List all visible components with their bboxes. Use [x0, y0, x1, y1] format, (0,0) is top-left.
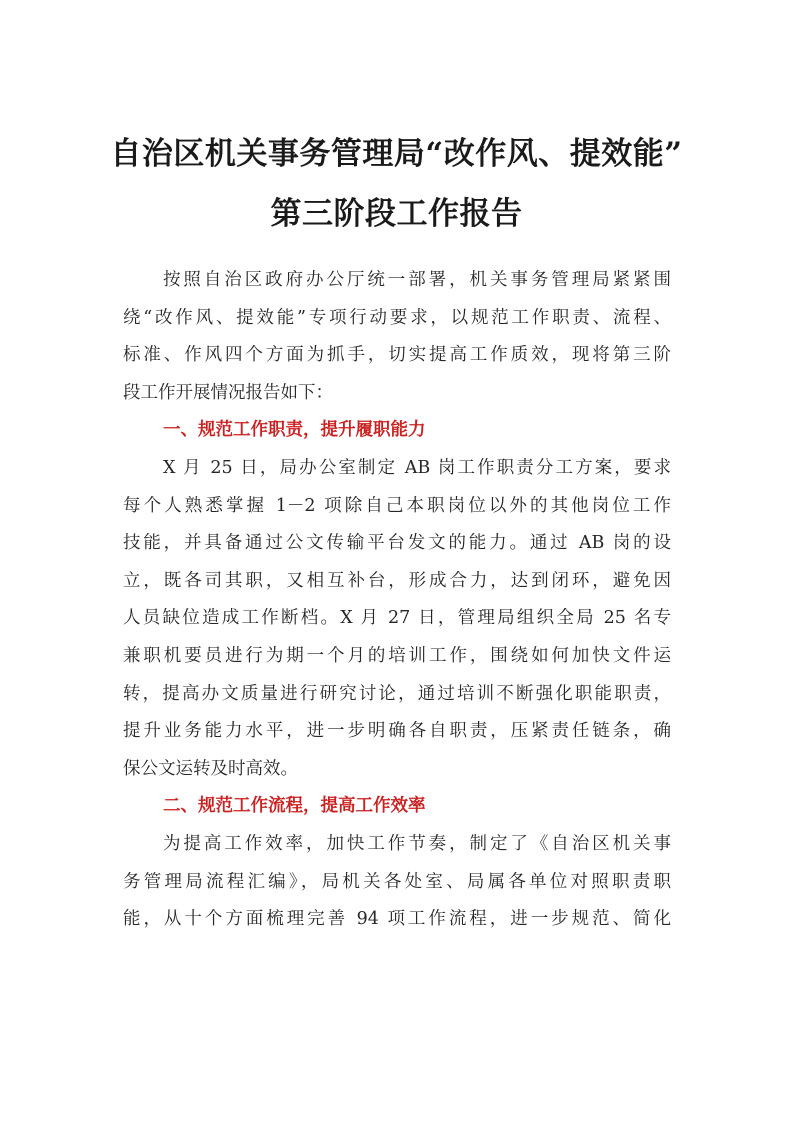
paragraph-line: 人员缺位造成工作断档。X 月 27 日，管理局组织全局 25 名专 — [123, 608, 671, 629]
paragraph-line: 提升业务能力水平，进一步明确各自职责，压紧责任链条，确 — [123, 721, 671, 742]
section-heading-1: 一、规范工作职责，提升履职能力 — [163, 420, 426, 441]
paragraph-line: 保公文运转及时高效。 — [123, 758, 298, 779]
document-title-line-2: 第三阶段工作报告 — [270, 196, 523, 232]
paragraph-line: 技能，并具备通过公文传输平台发文的能力。通过 AB 岗的设 — [123, 533, 671, 554]
paragraph-line: 能，从十个方面梳理完善 94 项工作流程，进一步规范、简化 — [123, 909, 671, 930]
paragraph-line: 兼职机要员进行为期一个月的培训工作，围绕如何加快文件运 — [123, 645, 671, 666]
paragraph-line: 务管理局流程汇编》，局机关各处室、局属各单位对照职责职 — [123, 871, 671, 892]
document-body — [123, 262, 671, 939]
paragraph-line: 按照自治区政府办公厅统一部署，机关事务管理局紧紧围 — [163, 270, 671, 290]
paragraph-line: 立，既各司其职，又相互补台，形成合力，达到闭环，避免因 — [123, 570, 671, 591]
paragraph-line: 绕“改作风、提效能”专项行动要求，以规范工作职责、流程、 — [123, 307, 671, 328]
document-title-line-1: 自治区机关事务管理局“改作风、提效能” — [110, 136, 683, 172]
paragraph-line: 标准、作风四个方面为抓手，切实提高工作质效，现将第三阶 — [123, 345, 671, 366]
paragraph-line: 段工作开展情况报告如下： — [123, 382, 333, 403]
section-heading-2: 二、规范工作流程，提高工作效率 — [163, 796, 426, 817]
paragraph-line: 转，提高办文质量进行研究讨论，通过培训不断强化职能职责， — [123, 683, 671, 704]
paragraph-line: X 月 25 日，局办公室制定 AB 岗工作职责分工方案，要求 — [163, 457, 671, 478]
paragraph-line: 为提高工作效率，加快工作节奏，制定了《自治区机关事 — [163, 833, 671, 854]
paragraph-line: 每个人熟悉掌握 1－2 项除自己本职岗位以外的其他岗位工作 — [123, 495, 671, 516]
